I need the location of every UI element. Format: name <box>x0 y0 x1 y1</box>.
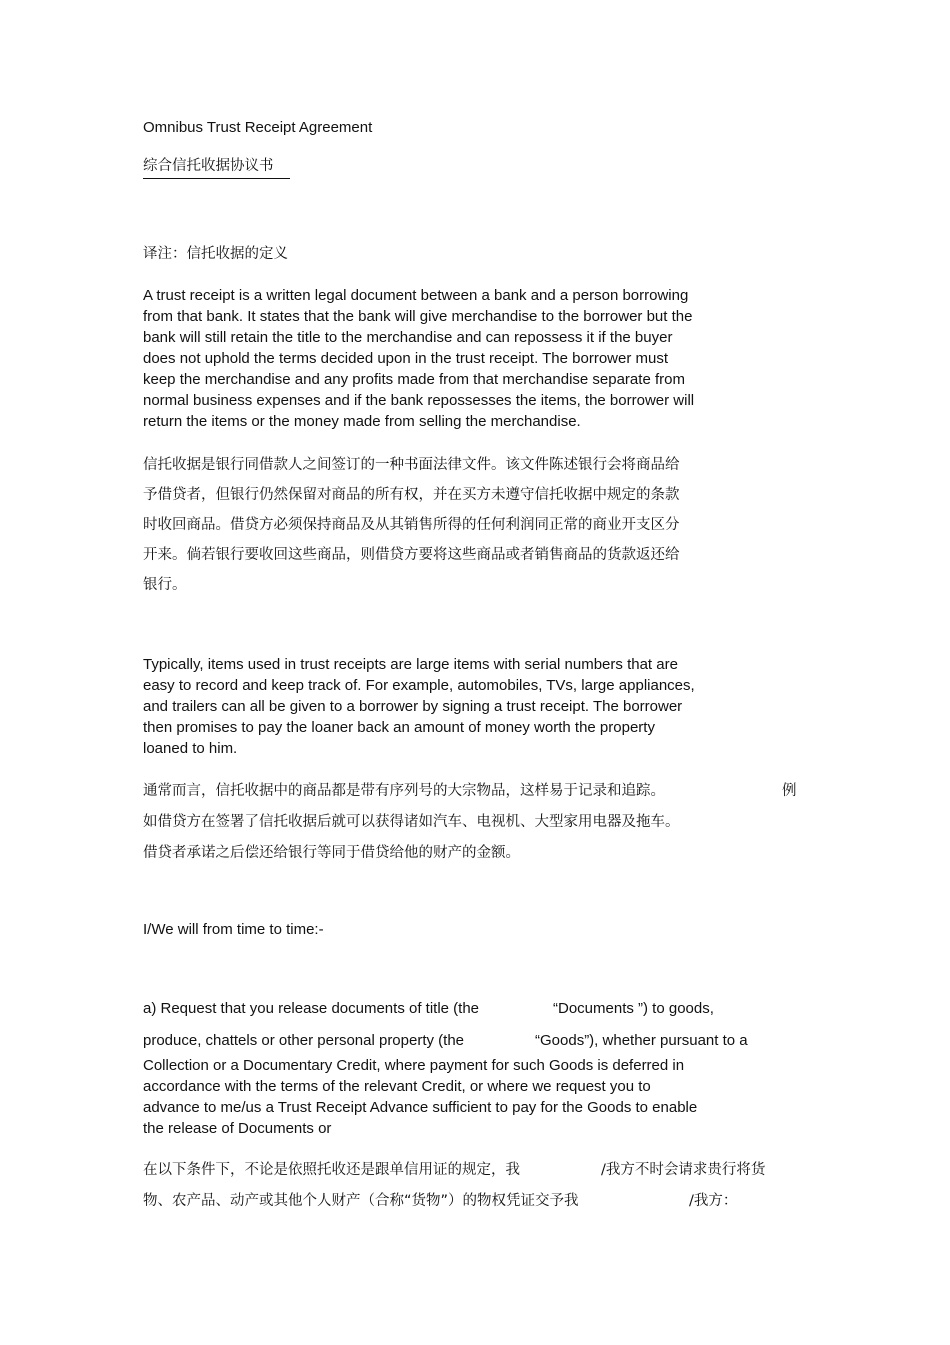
clause-a-en-line: Collection or a Documentary Credit, where payment for such Goods is deferred in <box>143 1057 685 1074</box>
document-title-zh: 综合信托收据协议书 <box>143 155 290 179</box>
definition-zh-line: 时收回商品。借贷方必须保持商品及从其销售所得的任何利润同正常的商业开支区分 <box>143 517 680 533</box>
clause-a-zh-line1-tail: /我方不时会请求贵行将货 <box>601 1162 766 1178</box>
typical-zh-line1-tail: 例 <box>782 783 797 799</box>
intro-clause: I/We will from time to time:- <box>143 921 324 938</box>
definition-en-line: does not uphold the terms decided upon in the trust receipt. The borrower must <box>143 350 669 367</box>
typical-items-paragraph-en <box>143 654 695 759</box>
definition-en-line: normal business expenses and if the bank repossesses the items, the borrower will <box>143 392 695 409</box>
clause-a-en-line1: a) Request that you release documents of title (the <box>143 1000 480 1017</box>
definition-en-line: from that bank. It states that the bank will give merchandise to the borrower but the <box>143 308 693 325</box>
clause-a-en-line2: produce, chattels or other personal property (the <box>143 1032 465 1049</box>
clause-a-zh-line2-tail: /我方： <box>689 1193 738 1209</box>
definition-en-line: bank will still retain the title to the merchandise and can repossess it if the buyer <box>143 329 673 346</box>
typical-en-line: and trailers can all be given to a borrower by signing a trust receipt. The borrower <box>143 698 683 715</box>
definition-en-line: keep the merchandise and any profits made from that merchandise separate from <box>143 371 685 388</box>
clause-a-en-line: the release of Documents or <box>143 1120 332 1137</box>
definition-zh-line: 信托收据是银行同借款人之间签订的一种书面法律文件。该文件陈述银行会将商品给 <box>143 457 680 473</box>
clause-a-zh-line2: 物、农产品、动产或其他个人财产（合称“货物”）的物权凭证交予我 <box>143 1193 579 1209</box>
definition-paragraph-en <box>143 285 694 432</box>
typical-zh-line2: 如借贷方在签署了信托收据后就可以获得诸如汽车、电视机、大型家用电器及拖车。 <box>143 814 680 830</box>
clause-a-en-line: advance to me/us a Trust Receipt Advance sufficient to pay for the Goods to enable <box>143 1099 698 1116</box>
definition-zh-line: 银行。 <box>143 577 187 593</box>
definition-paragraph-zh <box>143 450 680 600</box>
typical-en-line: loaned to him. <box>143 740 238 757</box>
document-title-en: Omnibus Trust Receipt Agreement <box>143 119 373 136</box>
typical-en-line: easy to record and keep track of. For example, automobiles, TVs, large appliances, <box>143 677 695 694</box>
typical-zh-line1: 通常而言，信托收据中的商品都是带有序列号的大宗物品，这样易于记录和追踪。 <box>143 783 665 799</box>
clause-a-zh-line1: 在以下条件下，不论是依照托收还是跟单信用证的规定，我 <box>143 1162 520 1178</box>
typical-en-line: then promises to pay the loaner back an amount of money worth the property <box>143 719 655 736</box>
typical-en-line: Typically, items used in trust receipts are large items with serial numbers that are <box>143 656 678 673</box>
definition-en-line: A trust receipt is a written legal document between a bank and a person borrowing <box>143 287 689 304</box>
definition-zh-line: 开来。倘若银行要收回这些商品，则借贷方要将这些商品或者销售商品的货款返还给 <box>143 547 680 563</box>
clause-a-en-line1-tail: “Documents ”) to goods, <box>553 1000 714 1017</box>
definition-en-line: return the items or the money made from selling the merchandise. <box>143 413 581 430</box>
clause-a-en-line: accordance with the terms of the relevant Credit, or where we request you to <box>143 1078 651 1095</box>
definition-zh-line: 予借贷者，但银行仍然保留对商品的所有权，并在买方未遵守信托收据中规定的条款 <box>143 487 680 503</box>
translator-note-heading: 译注：信托收据的定义 <box>143 246 288 262</box>
clause-a-en-rest <box>143 1055 697 1139</box>
clause-a-en-line2-tail: “Goods”), whether pursuant to a <box>535 1032 748 1049</box>
typical-zh-line3: 借贷者承诺之后偿还给银行等同于借贷给他的财产的金额。 <box>143 845 520 861</box>
